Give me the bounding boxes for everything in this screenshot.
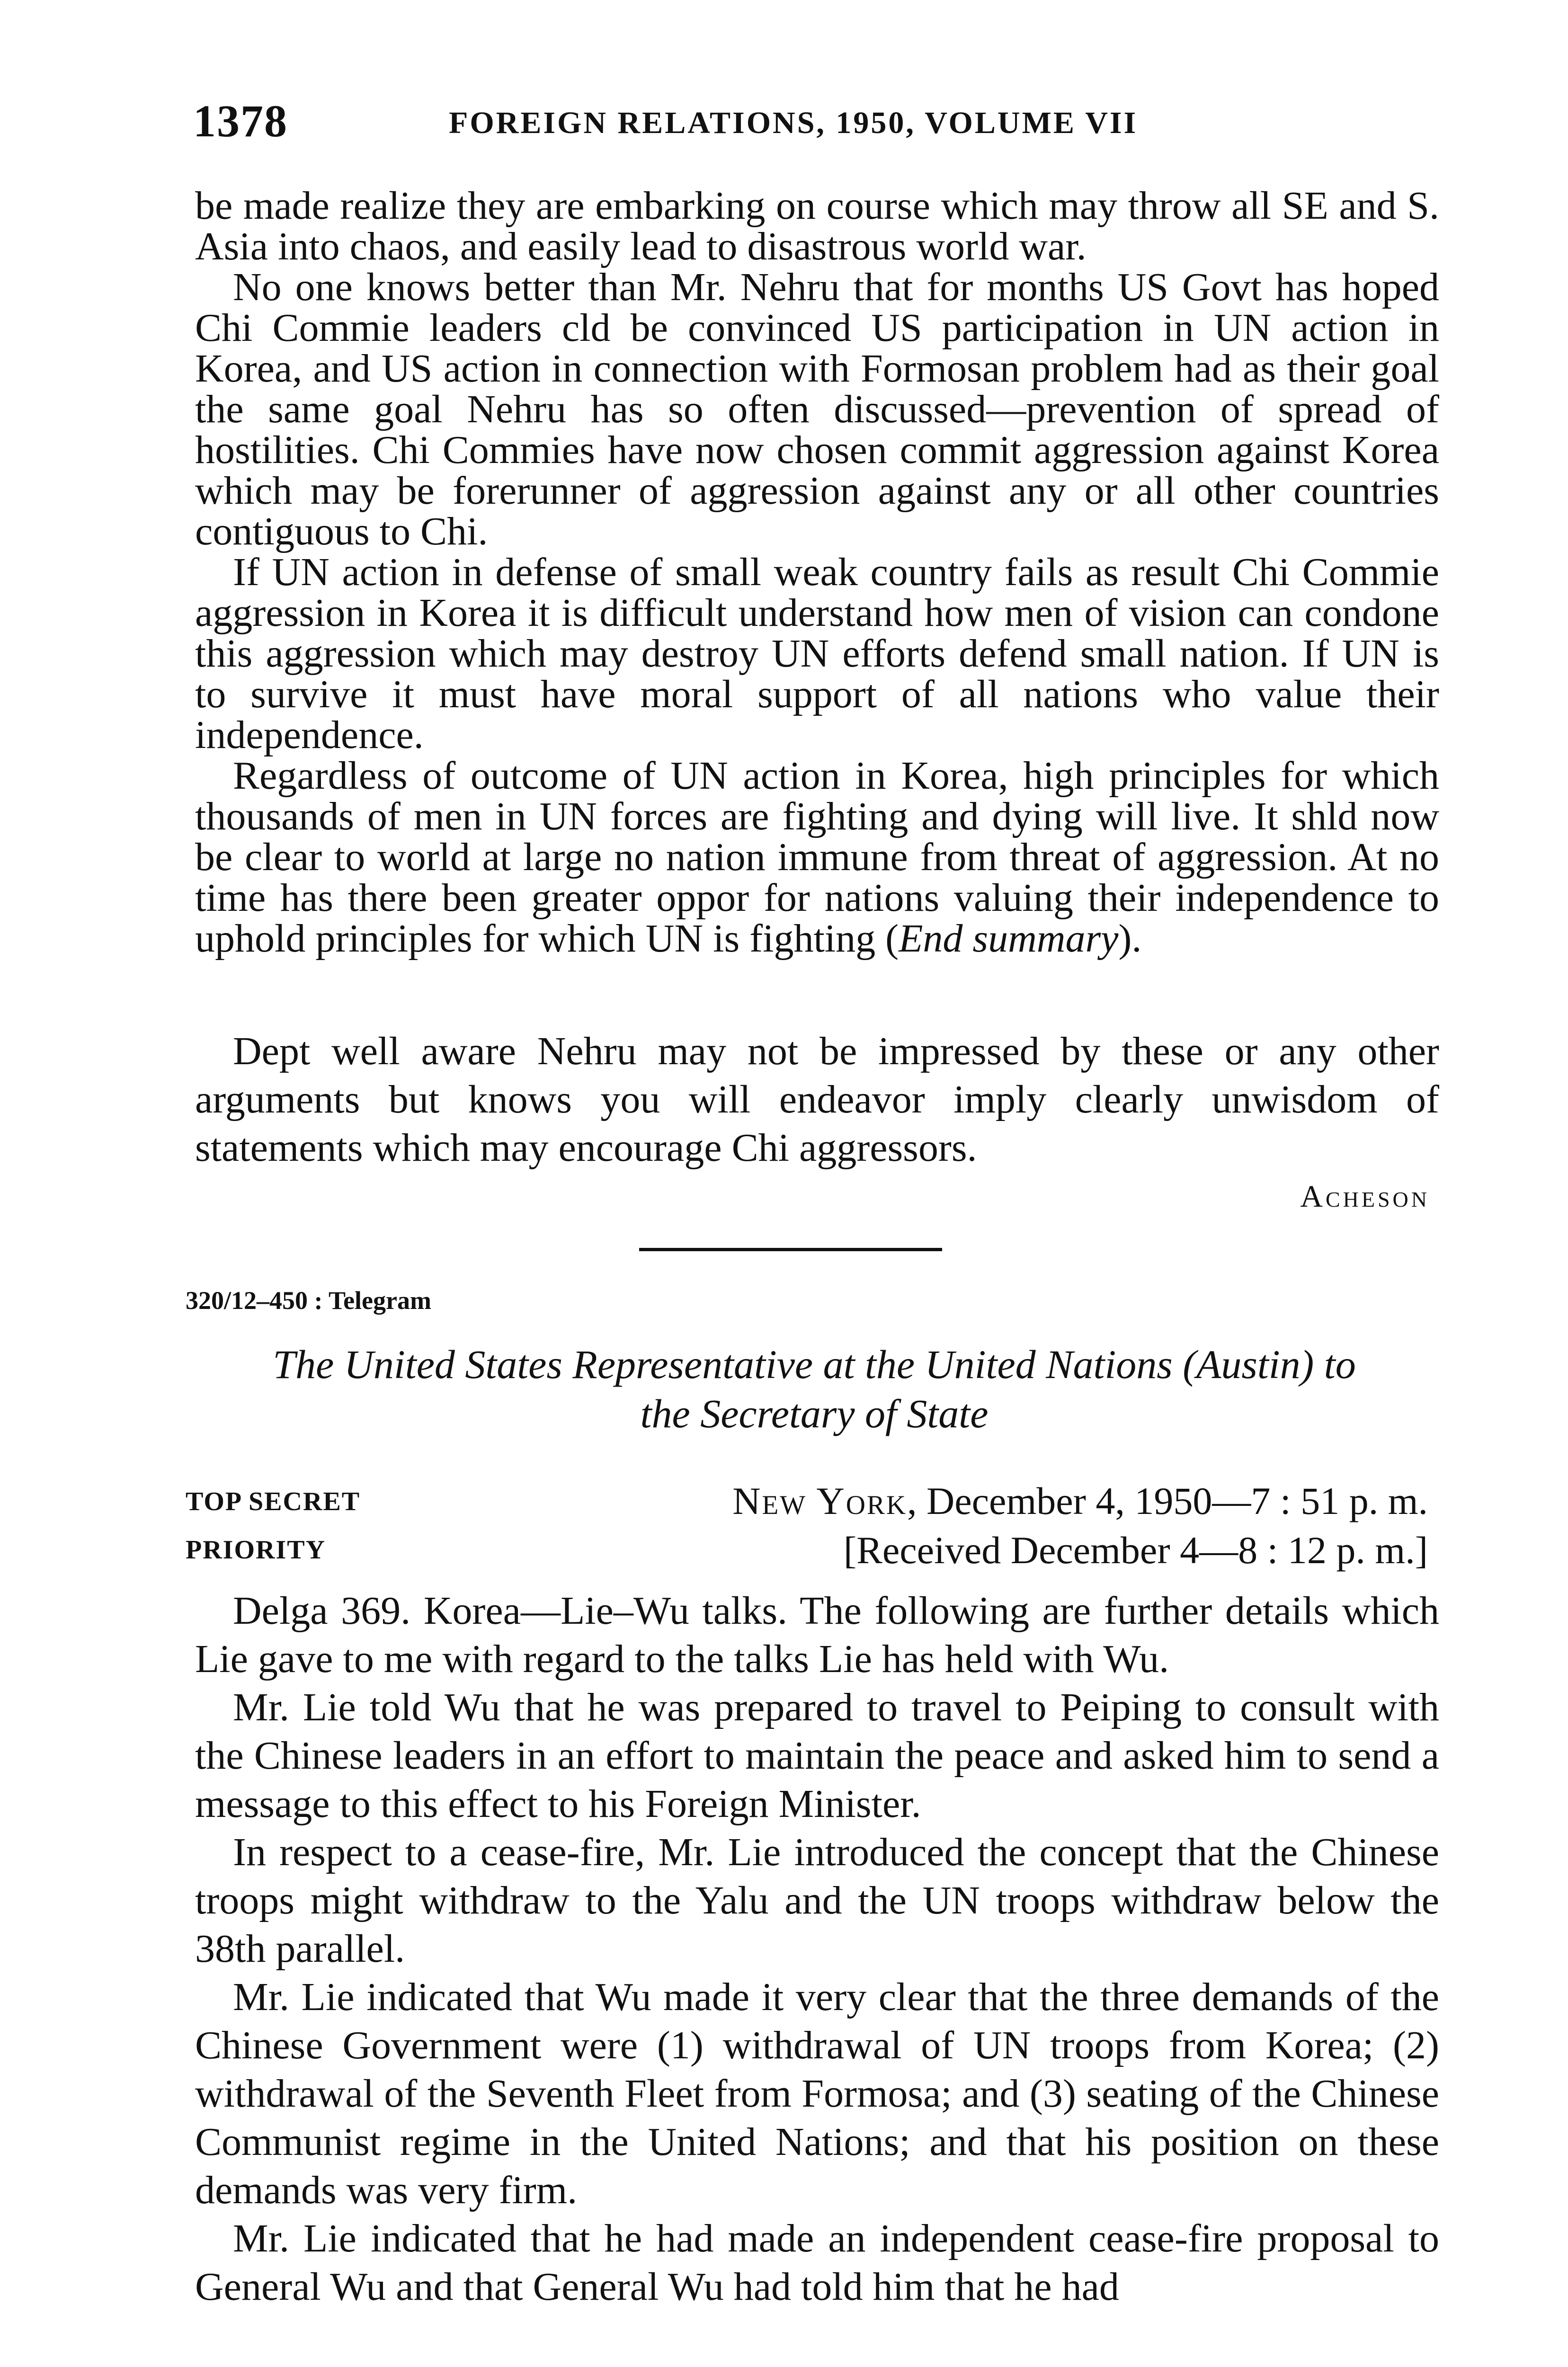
paragraph: No one knows better than Mr. Nehru that for months US Govt has hoped Chi Commie leaders cld be convinced US participation in UN action in Korea, and US action in connection with Formosan problem had as their goal the same goal Nehru has so often discussed—prevention of spread of hostilities. Chi Commies have now chosen commit aggression against Korea which may be forerunner of aggression against any or all other countries contiguous to Chi. — [195, 265, 1439, 553]
closing-paragraph-block — [195, 1027, 1439, 1172]
dateline — [481, 1479, 1428, 1523]
dateline-place: New York — [732, 1479, 908, 1522]
closing-paragraph: Dept well aware Nehru may not be impressed by these or any other arguments but knows you will endeavor imply clearly unwisdom of statements which may encourage Chi aggressors. — [195, 1029, 1439, 1170]
file-reference: 320/12–450 : Telegram — [186, 1286, 431, 1315]
paragraph — [195, 756, 1439, 959]
running-head — [193, 95, 1434, 147]
previous-document-body — [195, 186, 1439, 959]
paragraph-text: Regardless of outcome of UN action in Korea, high principles for which thousands of men in UN forces are fighting and dying will live. It shld now be clear to world at large no nation immune from threat of aggression. At no time has there been greater oppor for nations valuing their independence to uphold principles for which UN is fighting ( — [195, 754, 1439, 961]
telegram-body — [195, 1587, 1439, 2311]
priority-label: PRIORITY — [186, 1535, 326, 1565]
document-heading — [189, 1340, 1439, 1438]
page-number: 1378 — [193, 96, 288, 146]
paragraph: Mr. Lie told Wu that he was prepared to travel to Peiping to consult with the Chinese leaders in an effort to maintain the peace and asked him to send a message to this effect to his Foreign Minister. — [195, 1685, 1439, 1826]
paragraph: Mr. Lie indicated that he had made an independent cease-fire proposal to General Wu and that General Wu had told him that he had — [195, 2216, 1439, 2309]
end-summary-marker: End summary — [899, 917, 1119, 961]
dateline-time: , December 4, 1950—7 : 51 p. m. — [907, 1479, 1428, 1522]
paragraph: If UN action in defense of small weak country fails as result Chi Commie aggression in Korea it is difficult understand how men of vision can condone this aggression which may destroy UN efforts defend small nation. If UN is to survive it must have moral support of all nations who value their independence. — [195, 550, 1439, 757]
heading-line: the Secretary of State — [640, 1391, 989, 1436]
signature: Acheson — [1300, 1179, 1430, 1214]
book-title: FOREIGN RELATIONS, 1950, VOLUME VII — [449, 106, 1138, 140]
paragraph: Mr. Lie indicated that Wu made it very clear that the three demands of the Chinese Government were (1) withdrawal of UN troops from Korea; (2) withdrawal of the Seventh Fleet from Formosa; and (3) seating of the Chinese Communist regime in the United Nations; and that his position on these demands was very firm. — [195, 1975, 1439, 2212]
paragraph: be made realize they are embarking on course which may throw all SE and S. Asia into chaos, and easily lead to disastrous world war. — [195, 184, 1439, 268]
section-divider — [639, 1248, 942, 1251]
paragraph: In respect to a cease-fire, Mr. Lie introduced the concept that the Chinese troops might withdraw to the Yalu and the UN troops withdraw below the 38th parallel. — [195, 1830, 1439, 1971]
end-summary-close: ). — [1118, 917, 1142, 961]
heading-line: The United States Representative at the United Nations (Austin) to — [273, 1342, 1356, 1387]
classification-label: TOP SECRET — [186, 1487, 361, 1516]
received-line: [Received December 4—8 : 12 p. m.] — [843, 1529, 1428, 1572]
paragraph: Delga 369. Korea—Lie–Wu talks. The following are further details which Lie gave to me with regard to the talks Lie has held with Wu. — [195, 1589, 1439, 1681]
